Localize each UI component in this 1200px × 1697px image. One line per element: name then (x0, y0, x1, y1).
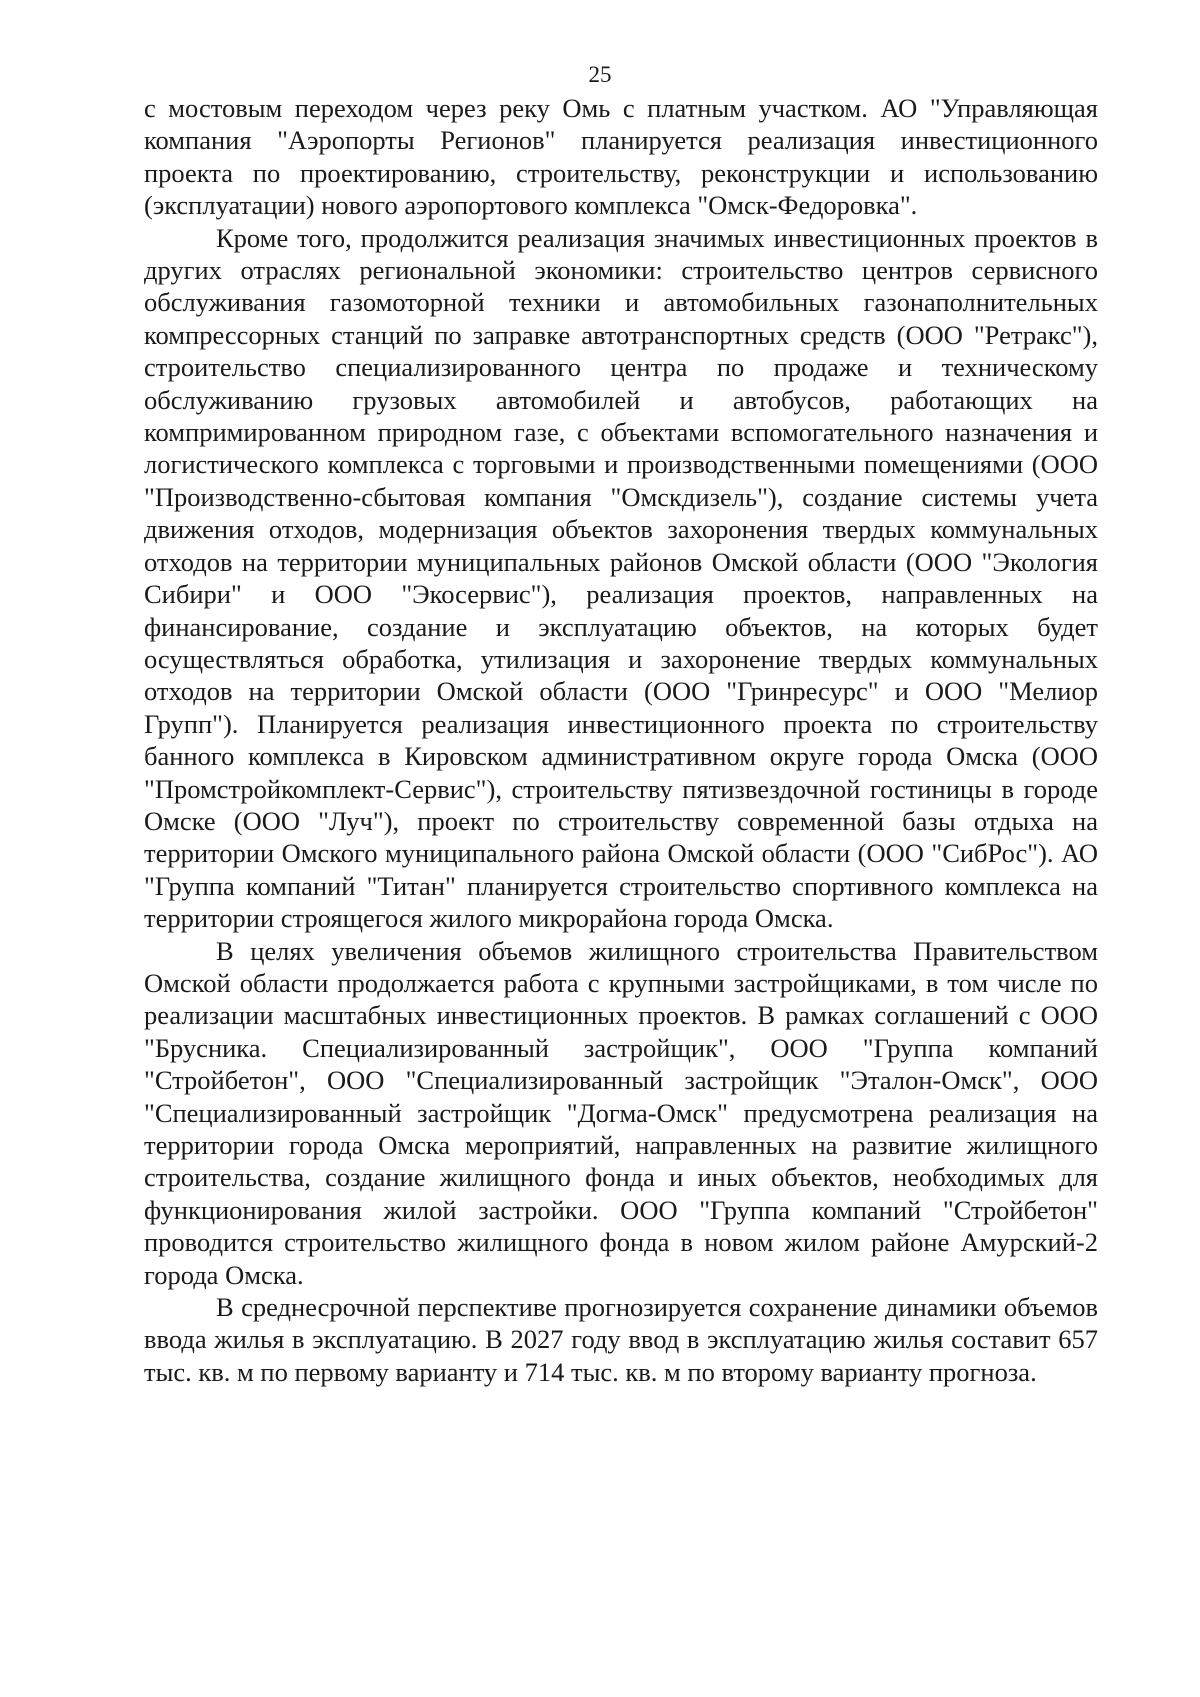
paragraph-investment-projects: Кроме того, продолжится реализация значимых инвестиционных проектов в других отраслях региональной экономики: строительство центров сервисного обслуживания газомоторной техники и автомобильных газонаполнительных компрессорных станций по заправке автотранспортных средств (ООО "Ретракс"), строительство специализированного центра по продаже и техническому обслуживанию грузовых автомобилей и автобусов, работающих на компримированном природном газе, с объектами вспомогательного назначения и логистического комплекса с торговыми и производственными помещениями (ООО "Производственно-сбытовая компания "Омскдизель"), создание системы учета движения отходов, модернизация объектов захоронения твердых коммунальных отходов на территории муниципальных районов Омской области (ООО "Экология Сибири" и ООО "Экосервис"), реализация проектов, направленных на финансирование, создание и эксплуатацию объектов, на которых будет осуществляться обработка, утилизация и захоронение твердых коммунальных отходов на территории Омской области (ООО "Гринресурс" и ООО "Мелиор Групп"). Планируется реализация инвестиционного проекта по строительству банного комплекса в Кировском административном округе города Омска (ООО "Промстройкомплект-Сервис"), строительству пятизвездочной гостиницы в городе Омске (ООО "Луч"), проект по строительству современной базы отдыха на территории Омского муниципального района Омской области (ООО "СибРос"). АО "Группа компаний "Титан" планируется строительство спортивного комплекса на территории строящегося жилого микрорайона города Омска. (144, 222, 1098, 934)
paragraph-housing-forecast: В среднесрочной перспективе прогнозируется сохранение динамики объемов ввода жилья в эксплуатацию. В 2027 году ввод в эксплуатацию жилья составит 657 тыс. кв. м по первому варианту и 714 тыс. кв. м по второму варианту прогноза. (144, 1292, 1098, 1387)
paragraph-housing-construction: В целях увеличения объемов жилищного строительства Правительством Омской области продолжается работа с крупными застройщиками, в том числе по реализации масштабных инвестиционных проектов. В рамках соглашений с ООО "Брусника. Специализированный застройщик", ООО "Группа компаний "Стройбетон", ООО "Специализированный застройщик "Эталон-Омск", ООО "Специализированный застройщик "Догма-Омск" предусмотрена реализация на территории города Омска мероприятий, направленных на развитие жилищного строительства, создание жилищного фонда и иных объектов, необходимых для функционирования жилой застройки. ООО "Группа компаний "Стройбетон" проводится строительство жилищного фонда в новом жилом районе Амурский-2 города Омска. (144, 935, 1098, 1290)
page-number: 25 (588, 62, 612, 87)
document-body (144, 92, 1098, 1388)
paragraph-continuation: с мостовым переходом через реку Омь с платным участком. АО "Управляющая компания "Аэропорты Регионов" планируется реализация инвестиционного проекта по проектированию, строительству, реконструкции и использованию (эксплуатации) нового аэропортового комплекса "Омск-Федоровка". (144, 93, 1098, 221)
